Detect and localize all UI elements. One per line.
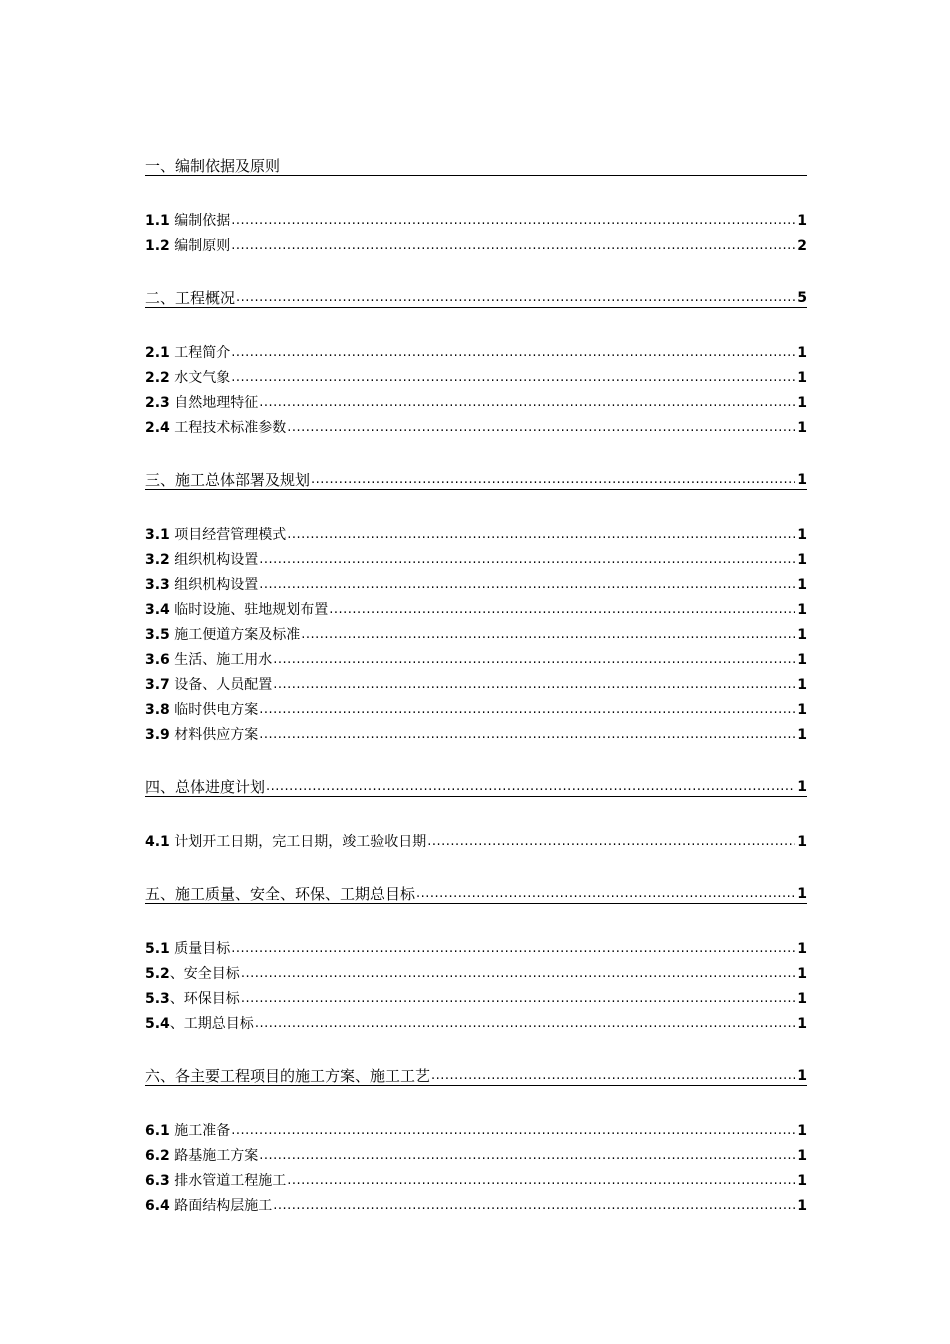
- toc-section-6[interactable]: [145, 1064, 807, 1086]
- toc-page-number: 1: [797, 966, 807, 982]
- toc-entry-title: 质量目标: [174, 941, 231, 957]
- toc-entry-number: 4.1: [145, 834, 170, 850]
- toc-section-1[interactable]: [145, 154, 807, 176]
- toc-entry-3-5[interactable]: [145, 622, 807, 644]
- toc-entry-3-8[interactable]: [145, 697, 807, 719]
- toc-entry-number: 3.6: [145, 652, 170, 668]
- toc-entry-3-6[interactable]: [145, 647, 807, 669]
- toc-page-number: 1: [797, 702, 807, 718]
- toc-page-number: 2: [797, 238, 807, 254]
- toc-section-2[interactable]: [145, 286, 807, 308]
- toc-page-number: 1: [797, 1148, 807, 1164]
- toc-leader-dots: [287, 526, 795, 544]
- toc-entry-title: 编制原则: [174, 238, 231, 254]
- toc-leader-dots: [241, 990, 795, 1008]
- toc-entry-number: 2.3: [145, 395, 170, 411]
- toc-entry-3-4[interactable]: [145, 597, 807, 619]
- toc-entry-title: 组织机构设置: [174, 577, 259, 593]
- toc-entry-title: 路面结构层施工: [174, 1198, 273, 1214]
- toc-section-title: 六、各主要工程项目的施工方案、施工工艺: [145, 1067, 431, 1085]
- toc-leader-dots: [259, 1147, 795, 1165]
- toc-leader-dots: [259, 551, 795, 569]
- toc-entry-title: 自然地理特征: [174, 395, 259, 411]
- toc-entry-title: 工程简介: [174, 345, 231, 361]
- toc-page-number: 1: [797, 627, 807, 643]
- toc-page-number: 1: [797, 345, 807, 361]
- toc-leader-dots: [427, 833, 795, 851]
- toc-entry-5-2[interactable]: [145, 961, 807, 983]
- toc-entry-3-7[interactable]: [145, 672, 807, 694]
- toc-entry-number: 5.4: [145, 1016, 170, 1032]
- toc-entry-5-4[interactable]: [145, 1011, 807, 1033]
- toc-entry-title: 临时设施、驻地规划布置: [174, 602, 329, 618]
- toc-entry-1-2[interactable]: [145, 233, 807, 255]
- toc-entry-title: 材料供应方案: [174, 727, 259, 743]
- toc-entry-title: 工程技术标准参数: [174, 420, 287, 436]
- toc-page-number: 1: [797, 677, 807, 693]
- toc-page-number: 1: [797, 1198, 807, 1214]
- toc-entry-number: 3.9: [145, 727, 170, 743]
- toc-leader-dots: [416, 885, 795, 903]
- toc-page-number: 5: [797, 290, 807, 306]
- toc-page-number: 1: [797, 577, 807, 593]
- toc-leader-dots: [266, 778, 795, 796]
- toc-page-number: 1: [797, 1173, 807, 1189]
- toc-entry-5-1[interactable]: [145, 936, 807, 958]
- toc-page-number: 1: [797, 652, 807, 668]
- toc-page-number: 1: [797, 941, 807, 957]
- toc-entry-2-1[interactable]: [145, 340, 807, 362]
- toc-page-number: 1: [797, 552, 807, 568]
- toc-entry-title: 编制依据: [174, 213, 231, 229]
- toc-entry-number: 3.5: [145, 627, 170, 643]
- toc-page-number: 1: [797, 886, 807, 902]
- toc-leader-dots: [236, 289, 795, 307]
- toc-leader-dots: [231, 344, 795, 362]
- toc-entry-1-1[interactable]: [145, 208, 807, 230]
- toc-entry-number: 2.1: [145, 345, 170, 361]
- toc-page-number: 1: [797, 1068, 807, 1084]
- toc-entry-title: 计划开工日期，完工日期，竣工验收日期: [174, 834, 427, 850]
- toc-entry-title: 排水管道工程施工: [174, 1173, 287, 1189]
- toc-leader-dots: [301, 626, 795, 644]
- toc-entry-number: 3.8: [145, 702, 170, 718]
- toc-entry-title: 组织机构设置: [174, 552, 259, 568]
- toc-section-title: 五、施工质量、安全、环保、工期总目标: [145, 885, 416, 903]
- toc-entry-2-4[interactable]: [145, 415, 807, 437]
- toc-leader-dots: [241, 965, 795, 983]
- toc-entry-title: 项目经营管理模式: [174, 527, 287, 543]
- toc-leader-dots: [231, 237, 795, 255]
- toc-section-title: 一、编制依据及原则: [145, 157, 281, 175]
- toc-entry-number: 6.3: [145, 1173, 170, 1189]
- toc-entry-number: 1.2: [145, 238, 170, 254]
- toc-section-3[interactable]: [145, 468, 807, 490]
- toc-entry-title: 生活、施工用水: [174, 652, 273, 668]
- toc-leader-dots: [273, 1197, 795, 1215]
- toc-entry-4-1[interactable]: [145, 829, 807, 851]
- toc-entry-3-2[interactable]: [145, 547, 807, 569]
- toc-page-number: 1: [797, 213, 807, 229]
- toc-section-4[interactable]: [145, 775, 807, 797]
- toc-entry-title: 、安全目标: [169, 966, 240, 982]
- toc-entry-number: 5.1: [145, 941, 170, 957]
- toc-page-number: 1: [797, 395, 807, 411]
- toc-entry-number: 2.4: [145, 420, 170, 436]
- toc-entry-number: 6.1: [145, 1123, 170, 1139]
- toc-entry-number: 6.4: [145, 1198, 170, 1214]
- toc-entry-number: 3.7: [145, 677, 170, 693]
- toc-leader-dots: [431, 1067, 795, 1085]
- toc-entry-number: 6.2: [145, 1148, 170, 1164]
- toc-section-title: 三、施工总体部署及规划: [145, 471, 311, 489]
- toc-leader-dots: [259, 394, 795, 412]
- toc-entry-3-3[interactable]: [145, 572, 807, 594]
- toc-entry-2-3[interactable]: [145, 390, 807, 412]
- toc-section-title: 二、工程概况: [145, 289, 236, 307]
- toc-leader-dots: [273, 676, 795, 694]
- toc-page-number: 1: [797, 727, 807, 743]
- toc-entry-title: 路基施工方案: [174, 1148, 259, 1164]
- toc-leader-dots: [255, 1015, 795, 1033]
- toc-entry-title: 、环保目标: [169, 991, 240, 1007]
- toc-leader-dots: [259, 726, 795, 744]
- toc-entry-number: 2.2: [145, 370, 170, 386]
- toc-entry-6-4[interactable]: [145, 1193, 807, 1215]
- toc-page-number: 1: [797, 1016, 807, 1032]
- toc-page-number: 1: [797, 420, 807, 436]
- toc-page-number: 1: [797, 370, 807, 386]
- toc-leader-dots: [287, 419, 795, 437]
- toc-leader-dots: [259, 701, 795, 719]
- toc-page-number: 1: [797, 527, 807, 543]
- toc-entry-6-1[interactable]: [145, 1118, 807, 1140]
- toc-leader-dots: [259, 576, 795, 594]
- toc-entry-title: 临时供电方案: [174, 702, 259, 718]
- toc-page-number: 1: [797, 779, 807, 795]
- toc-entry-title: 、工期总目标: [169, 1016, 254, 1032]
- toc-entry-title: 水文气象: [174, 370, 231, 386]
- toc-entry-6-2[interactable]: [145, 1143, 807, 1165]
- toc-entry-number: 5.2: [145, 966, 170, 982]
- toc-entry-title: 施工准备: [174, 1123, 231, 1139]
- toc-leader-dots: [231, 212, 795, 230]
- toc-entry-title: 设备、人员配置: [174, 677, 273, 693]
- toc-entry-3-1[interactable]: [145, 522, 807, 544]
- toc-leader-dots: [311, 471, 795, 489]
- toc-leader-dots: [231, 369, 795, 387]
- toc-entry-6-3[interactable]: [145, 1168, 807, 1190]
- toc-page-number: 1: [797, 834, 807, 850]
- toc-section-5[interactable]: [145, 882, 807, 904]
- toc-entry-number: 3.4: [145, 602, 170, 618]
- toc-leader-dots: [287, 1172, 795, 1190]
- toc-entry-number: 3.2: [145, 552, 170, 568]
- toc-entry-title: 施工便道方案及标准: [174, 627, 301, 643]
- toc-entry-5-3[interactable]: [145, 986, 807, 1008]
- toc-entry-number: 3.3: [145, 577, 170, 593]
- toc-page-number: 1: [797, 602, 807, 618]
- toc-leader-dots: [231, 940, 795, 958]
- toc-entry-number: 3.1: [145, 527, 170, 543]
- toc-entry-number: 5.3: [145, 991, 170, 1007]
- toc-entry-2-2[interactable]: [145, 365, 807, 387]
- toc-section-title: 四、总体进度计划: [145, 778, 266, 796]
- toc-page-number: 1: [797, 472, 807, 488]
- toc-page-number: 1: [797, 991, 807, 1007]
- toc-entry-3-9[interactable]: [145, 722, 807, 744]
- toc-leader-dots: [231, 1122, 795, 1140]
- toc-entry-number: 1.1: [145, 213, 170, 229]
- toc-leader-dots: [273, 651, 795, 669]
- toc-leader-dots: [329, 601, 795, 619]
- toc-page-number: 1: [797, 1123, 807, 1139]
